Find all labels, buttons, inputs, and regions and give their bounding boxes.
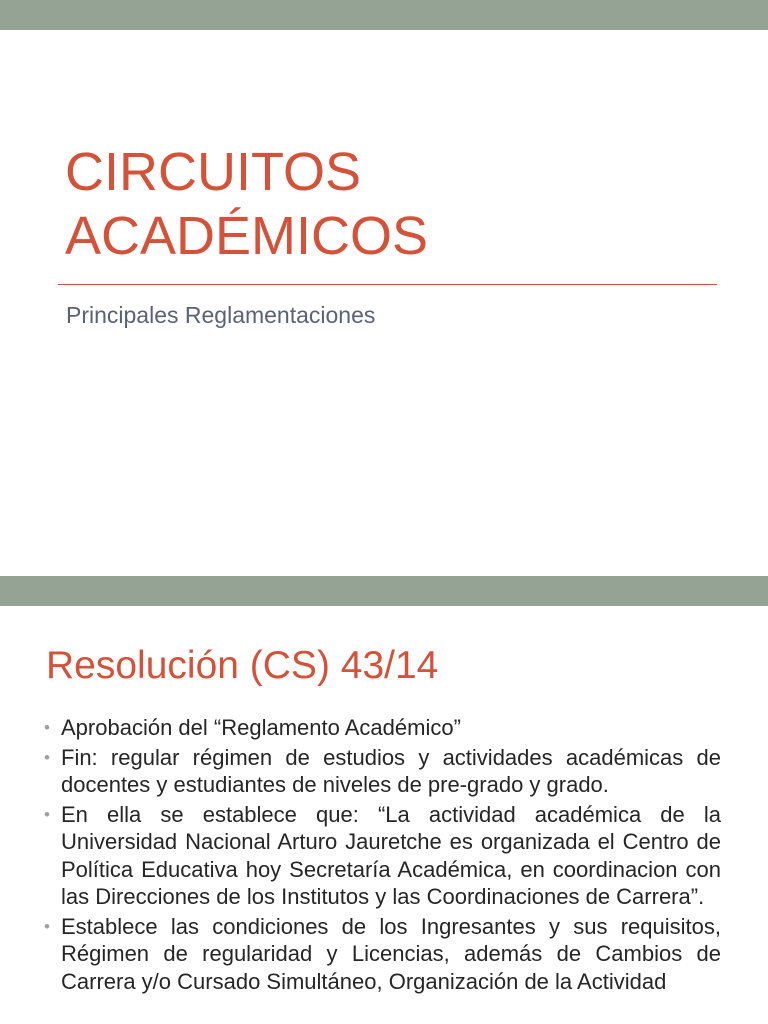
bullet-item (44, 744, 721, 799)
bullet-icon: • (44, 747, 50, 767)
bullet-icon: • (44, 916, 50, 936)
bullet-text: Establece las condiciones de los Ingresantes y sus requisitos, Régimen de regularidad y Licencias, además de Cambios de Carrera y/o Cursado Simultáneo, Organización de la Actividad (61, 913, 721, 994)
slide-title-line-1: CIRCUITOS (65, 142, 362, 202)
bullet-text: Aprobación del “Reglamento Académico” (61, 715, 461, 740)
slide-top-bar (0, 576, 768, 606)
slide-title (65, 140, 705, 268)
bullet-icon: • (44, 718, 50, 737)
bullet-list (44, 714, 721, 997)
bullet-text: Fin: regular régimen de estudios y actividades académicas de docentes y estudiantes de niveles de pre-grado y grado. (61, 744, 721, 797)
content-slide (0, 576, 768, 1024)
slide-subtitle: Principales Reglamentaciones (66, 302, 376, 328)
bullet-text: En ella se establece que: “La actividad académica de la Universidad Nacional Arturo Jauretche es organizada el Centro de Política Educativa hoy Secretaría Académica, en coordinacion con las Direcciones de los Institutos y las Coordinaciones de Carrera”. (61, 801, 721, 909)
bullet-item (44, 913, 721, 996)
bullet-item (44, 714, 721, 742)
bullet-icon: • (44, 804, 50, 824)
title-divider (58, 284, 717, 285)
slide-title-line-2: ACADÉMICOS (65, 206, 429, 266)
content-slide-title: Resolución (CS) 43/14 (46, 644, 439, 687)
slide-top-bar (0, 0, 768, 30)
bullet-item (44, 801, 721, 911)
